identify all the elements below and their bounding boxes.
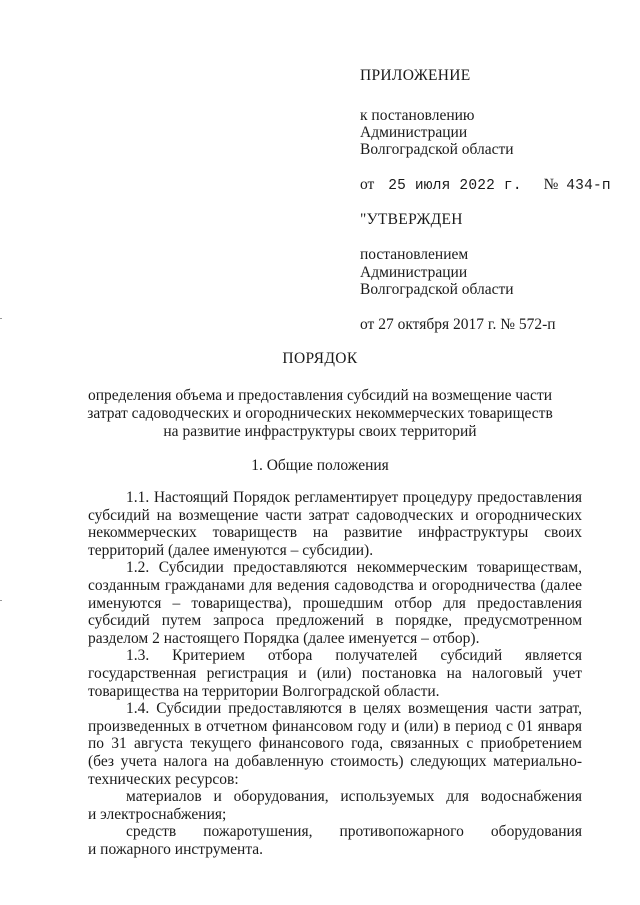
paragraph-1-4: (без учета налога на добавленную стоимость) следующих материально- — [88, 752, 582, 770]
document-heading: ПОРЯДОК — [282, 350, 358, 367]
document-subtitle: на развитие инфраструктуры своих территорий — [163, 423, 477, 440]
paragraph-1-4: по 31 августа текущего финансового года, связанных с приобретением — [88, 735, 582, 753]
appendix-to-line: Волгоградской области — [360, 141, 514, 158]
paragraph-1-3: товарищества на территории Волгоградской области. — [88, 682, 440, 700]
paragraph-1-2: созданным гражданами для ведения садоводства и огородничества (далее — [88, 576, 582, 594]
paragraph-1-1: некоммерческих товариществ на развитие инфраструктуры своих — [88, 524, 582, 542]
list-item: средств пожаротушения, противопожарного оборудования — [126, 823, 582, 841]
paragraph-1-2: субсидий путем запроса предложений в порядке, предусмотренном — [88, 612, 582, 630]
paragraph-1-1: 1.1. Настоящий Порядок регламентирует процедуру предоставления — [126, 489, 582, 506]
paragraph-1-3: государственная регистрация и (или) постановка на налоговый учет — [88, 664, 582, 682]
document-subtitle: затрат садоводческих и огороднических некоммерческих товариществ — [87, 405, 553, 422]
scan-mark — [0, 318, 2, 319]
appendix-title: ПРИЛОЖЕНИЕ — [360, 67, 471, 84]
number-prefix: № — [543, 176, 559, 193]
approved-line: Волгоградской области — [360, 281, 514, 298]
appendix-to-line: Администрации — [360, 124, 468, 141]
appendix-to-line: к постановлению — [360, 107, 475, 124]
list-item: и электроснабжения; — [88, 805, 227, 823]
approved-title: "УТВЕРЖДЕН — [360, 211, 463, 228]
paragraph-1-1: субсидий на возмещение части затрат садоводческих и огороднических — [88, 506, 582, 524]
paragraph-1-2: разделом 2 настоящего Порядка (далее именуется – отбор). — [88, 629, 480, 647]
list-item: материалов и оборудования, используемых для водоснабжения — [126, 788, 582, 806]
paragraph-1-4: произведенных в отчетном финансовом году и (или) в период с 01 января — [88, 717, 582, 735]
approved-date: от 27 октября 2017 г. № 572-п — [360, 316, 556, 333]
paragraph-1-3: 1.3. Критерием отбора получателей субсидий является — [126, 647, 582, 665]
list-item: и пожарного инструмента. — [88, 840, 264, 858]
approved-line: Администрации — [360, 264, 468, 281]
scan-mark — [0, 600, 2, 601]
document-subtitle: определения объема и предоставления субсидий на возмещение части — [87, 387, 553, 404]
date-stamp: 25 июля 2022 г. — [388, 178, 522, 194]
approved-line: постановлением — [360, 246, 469, 263]
paragraph-1-4: технических ресурсов: — [88, 770, 239, 788]
document-body — [88, 489, 582, 858]
paragraph-1-4: 1.4. Субсидии предоставляются в целях возмещения части затрат, — [126, 700, 582, 718]
section-title: 1. Общие положения — [251, 457, 389, 474]
paragraph-1-1: территорий (далее именуются – субсидии). — [88, 541, 374, 559]
appendix-date-line — [360, 175, 620, 196]
paragraph-1-2: именуются – товарищества), прошедшим отбор для предоставления — [88, 594, 582, 612]
date-prefix: от — [360, 176, 375, 193]
paragraph-1-2: 1.2. Субсидии предоставляются некоммерческим товариществам, — [126, 559, 582, 577]
number-stamp: 434-п — [566, 178, 611, 194]
